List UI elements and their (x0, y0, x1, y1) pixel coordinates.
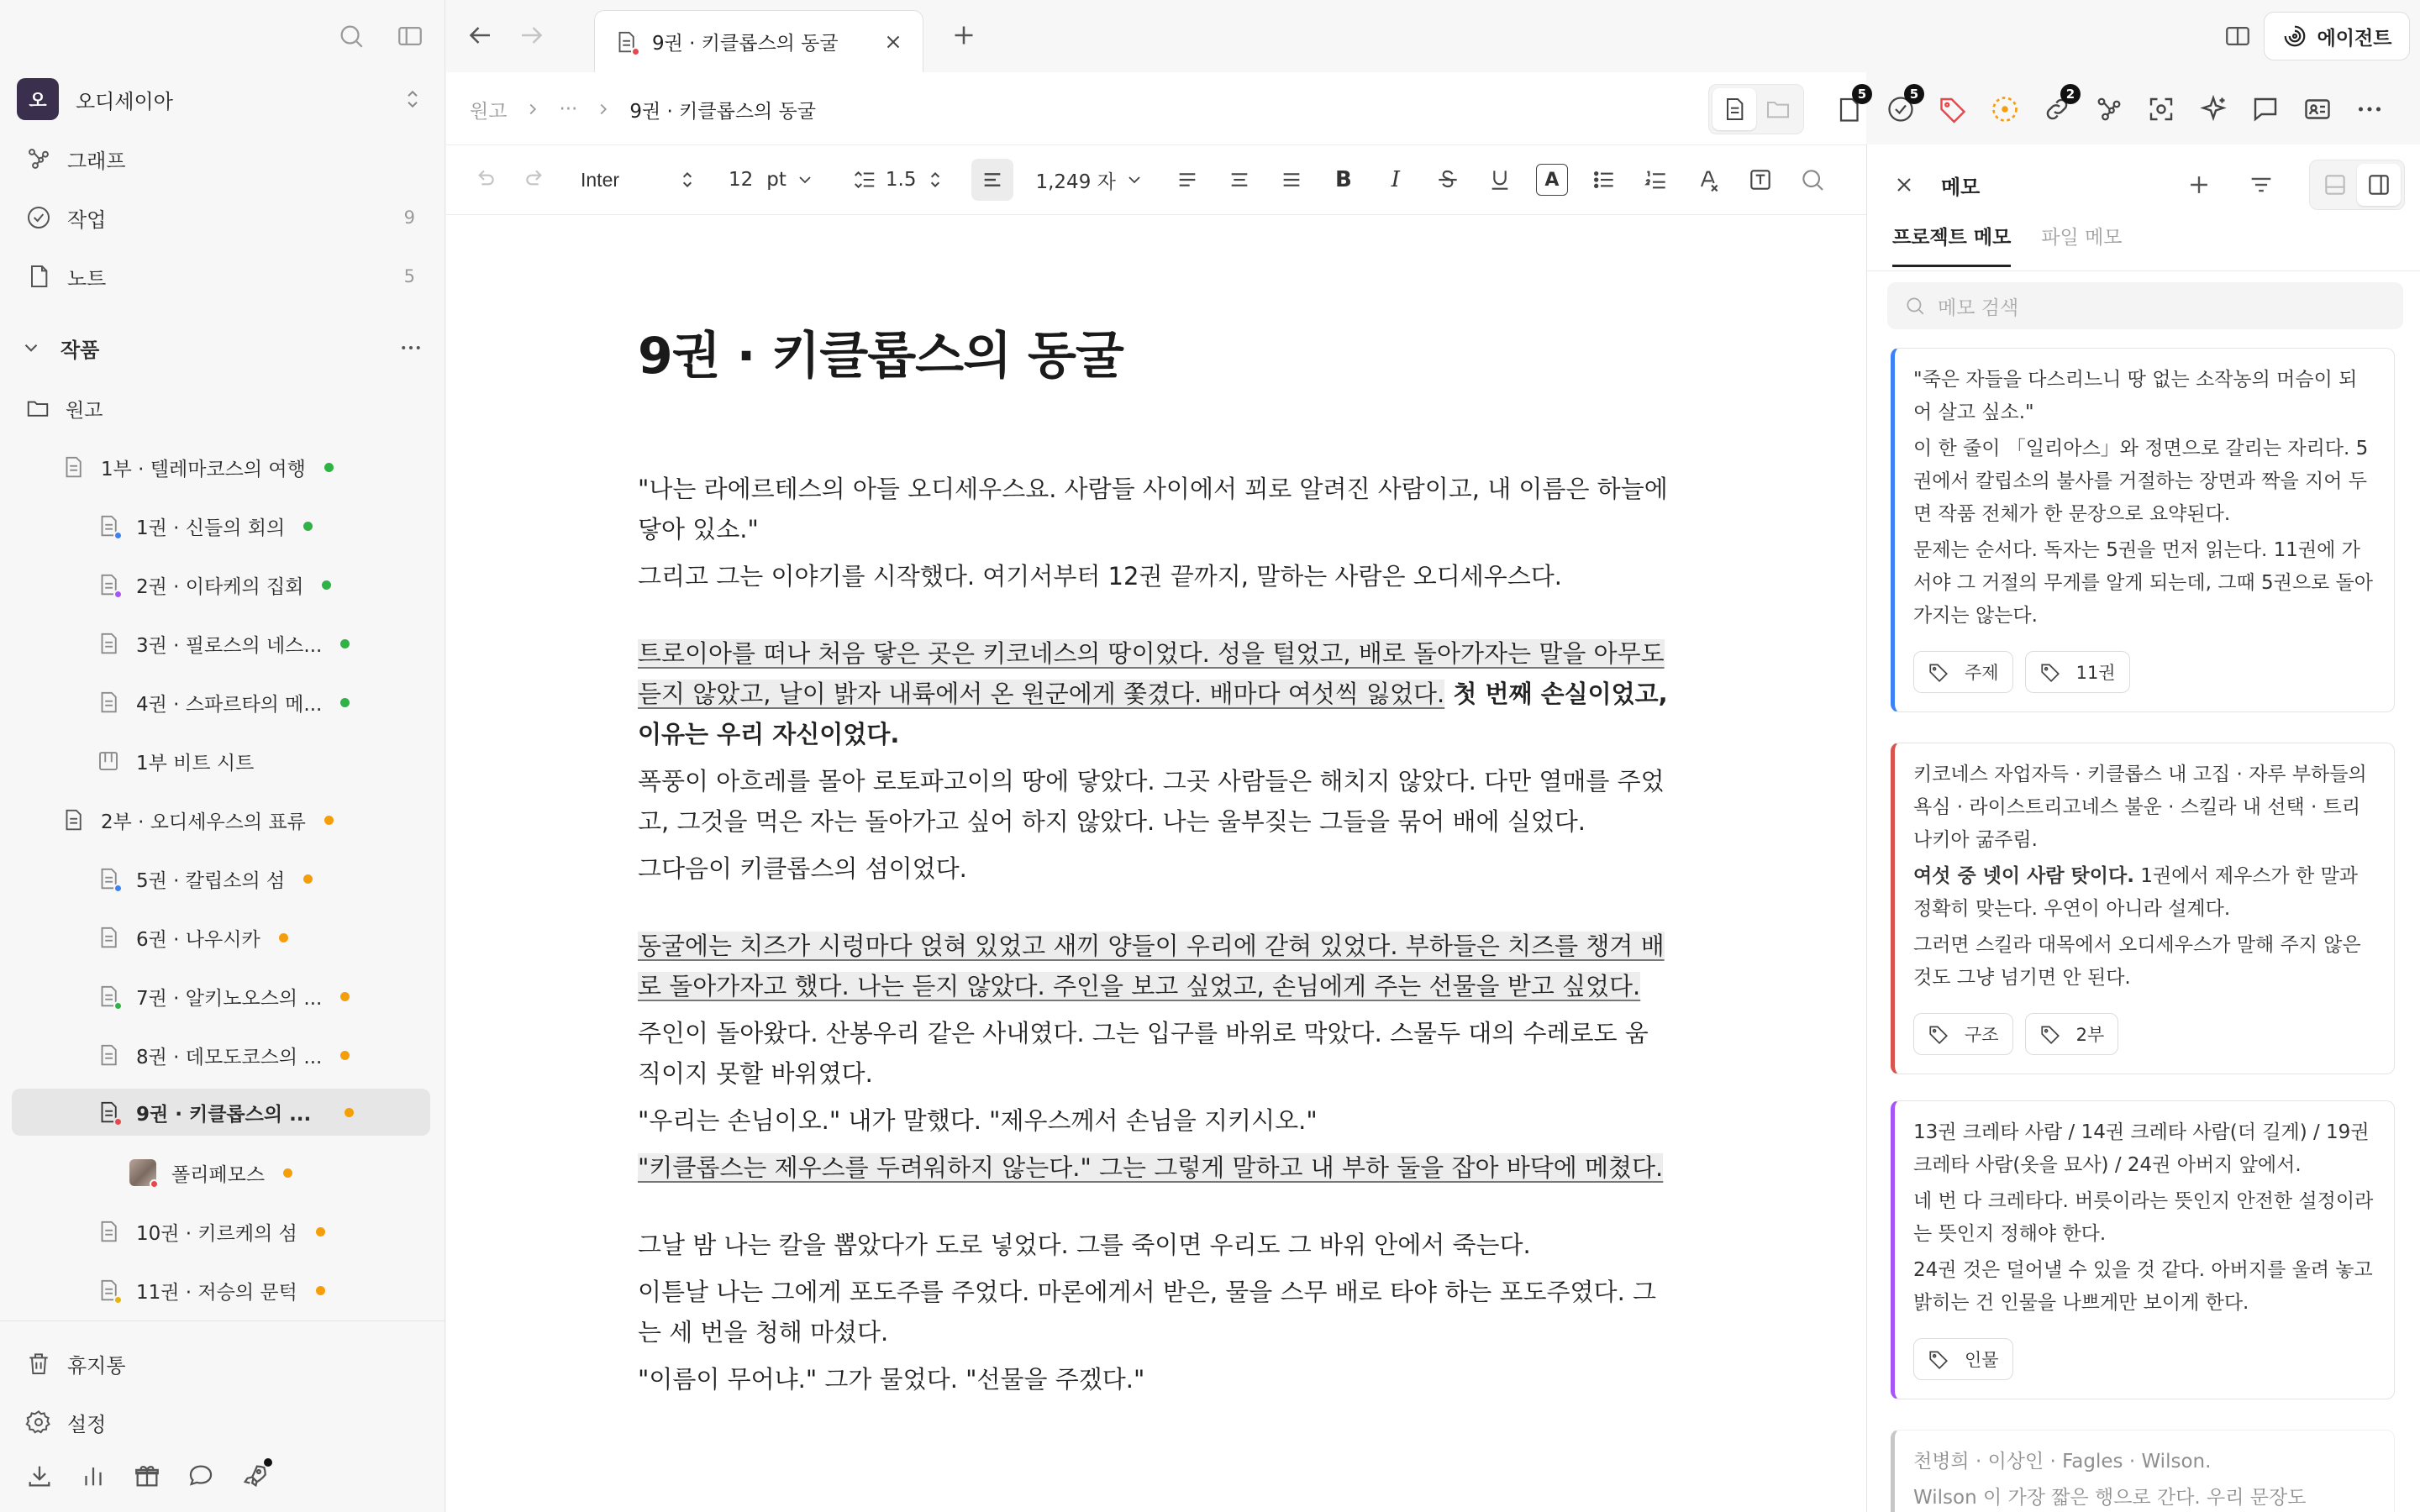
search-icon[interactable] (337, 22, 366, 50)
font-size-value: 12 (729, 169, 754, 191)
document-icon (96, 984, 121, 1009)
close-icon[interactable] (1892, 173, 1916, 197)
line-height-value: 1.5 (885, 169, 917, 191)
align-left-icon (1174, 166, 1201, 193)
strikethrough-icon (1434, 166, 1461, 193)
tree-label: 폴리페모스 (171, 1163, 266, 1186)
highlighted-text[interactable]: 동굴에는 치즈가 시렁마다 얹혀 있었고 새끼 양들이 우리에 갇혀 있었다. 부하들은 치즈를 챙겨 배로 돌아가자고 했다. 나는 듣지 않았다. 주인을 보고 싶었고, 손님에게 주는 선물을 받고 싶었다. (638, 932, 1665, 1000)
tree-item[interactable] (96, 561, 331, 608)
clear-format-button[interactable] (1687, 159, 1729, 201)
align-left-button[interactable] (971, 159, 1013, 201)
stats-icon[interactable] (79, 1462, 108, 1490)
memo-text: 24권 것은 덜어낼 수 있을 것 같다. 아버지를 울려 놓고 밝히는 건 인물을 나쁘게만 보이게 한다. (1913, 1259, 2373, 1314)
status-circle-icon[interactable] (1990, 94, 2020, 124)
line-height-select[interactable] (852, 167, 947, 192)
paragraph (638, 633, 1671, 754)
folder-view-button[interactable] (1756, 88, 1800, 130)
tag-icon (1928, 1023, 1949, 1045)
status-dot (340, 639, 350, 648)
breadcrumb-ellipsis[interactable]: ··· (559, 98, 578, 120)
memo-text: 문제는 순서다. 독자는 5권을 먼저 읽는다. 11권에 가서야 그 거절의 무게를 알게 되는데, 그때 5권으로 돌아가지는 않는다. (1913, 539, 2374, 627)
tag-icon (2039, 661, 2061, 683)
memo-tags (1913, 1013, 2375, 1055)
sparkle-icon[interactable] (2198, 94, 2228, 124)
sidebar-bottom-actions (25, 1462, 269, 1490)
view-mode-toggle (1708, 84, 1804, 134)
nav-label: 노트 (67, 266, 107, 291)
numbered-list-button[interactable] (1635, 159, 1677, 201)
format-toolbar (446, 144, 1866, 215)
tree-item-character[interactable] (129, 1149, 292, 1196)
tree-item[interactable] (96, 1032, 350, 1079)
memo-header (1892, 168, 2405, 202)
tag-chip[interactable] (1913, 1013, 2013, 1055)
tree-item[interactable] (96, 738, 254, 785)
align-center-icon (1226, 166, 1253, 193)
nav-count: 5 (403, 266, 415, 286)
tasks-badge: 5 (1904, 84, 1924, 104)
justify-button[interactable] (1270, 159, 1313, 201)
nav-label: 휴지통 (67, 1353, 126, 1378)
more-icon[interactable] (398, 335, 424, 360)
nav-label: 그래프 (67, 149, 126, 173)
nav-trash[interactable] (25, 1342, 420, 1384)
char-count-select[interactable] (1035, 166, 1144, 194)
paragraph: 그다음이 키클롭스의 섬이었다. (638, 854, 967, 883)
align-left-text-button[interactable] (1166, 159, 1208, 201)
chevron-down-icon (20, 337, 42, 359)
document-icon (96, 513, 121, 538)
folder-icon (1765, 96, 1791, 123)
char-count: 1,249 자 (1035, 171, 1116, 193)
text-color-button[interactable] (1531, 159, 1573, 201)
back-arrow-icon[interactable] (465, 20, 495, 50)
document-icon (613, 29, 639, 55)
tab-bar (446, 0, 2420, 72)
tab-active[interactable] (594, 10, 923, 72)
more-icon[interactable] (2354, 94, 2385, 124)
tree-label: 1부 비트 시트 (136, 752, 255, 774)
status-dot (340, 992, 350, 1001)
sidebar (0, 0, 445, 1512)
memo-text: Wilson 이 가장 짧은 행으로 간다. 우리 문장도 (1913, 1487, 2307, 1509)
tag-chip[interactable] (1913, 651, 2013, 693)
tree-item[interactable] (96, 502, 313, 549)
document-icon (96, 690, 121, 715)
sidebar-divider (0, 1320, 445, 1321)
bold-button[interactable]: B (1334, 167, 1352, 192)
editor-pane (446, 72, 1866, 1512)
tab-project-memo[interactable]: 프로젝트 메모 (1892, 222, 2011, 267)
tree-label: 4권 · 스파르타의 메... (136, 693, 323, 716)
memo-tags (1913, 1338, 2375, 1380)
search-icon (1904, 295, 1926, 317)
search-icon (1799, 166, 1826, 193)
panel-layout-toggle (2309, 160, 2405, 210)
bold-text: 첫 번째 손실이었고, 이유는 우리 자신이었다. (638, 680, 1668, 748)
divider (1867, 270, 2420, 271)
text-box-button[interactable] (1739, 159, 1781, 201)
memo-text: 이 한 줄이 「일리아스」와 정면으로 갈리는 자리다. 5권에서 칼립소의 불사를 거절하는 장면과 짝을 지어 두면 작품 전체가 한 문장으로 요약된다. (1913, 438, 2369, 525)
chevron-up-down-icon (400, 87, 425, 112)
tasks-icon[interactable] (1886, 87, 1919, 124)
tree-item-selected[interactable] (12, 1089, 430, 1136)
status-dot (283, 1168, 292, 1178)
clear-format-icon (1695, 166, 1722, 193)
status-dot (324, 463, 334, 472)
breadcrumb-root[interactable]: 원고 (470, 100, 508, 123)
status-dot (279, 933, 288, 942)
chevron-up-down-icon (924, 169, 946, 191)
status-dot (322, 580, 331, 590)
document-icon (96, 1219, 121, 1244)
memo-tabs (1892, 222, 2123, 267)
tree-item[interactable] (60, 796, 334, 843)
chat-icon[interactable] (187, 1462, 215, 1490)
tag-icon[interactable] (1938, 94, 1968, 124)
tree-label: 8권 · 데모도코스의 ... (136, 1046, 323, 1068)
paragraph: 주인이 돌아왔다. 산봉우리 같은 사내였다. 그는 입구를 바위로 막았다. 스물두 대의 수레로도 움직이지 못할 바위였다. (638, 1019, 1649, 1088)
status-dot (340, 698, 350, 707)
search-placeholder: 메모 검색 (1938, 297, 2019, 319)
agent-label: 에이전트 (2317, 27, 2392, 50)
check-circle-icon (25, 204, 52, 231)
memo-text: 그러면 스킬라 대목에서 오디세우스가 말해 주지 않은 것도 그냥 넘기면 안 된다. (1913, 934, 2361, 989)
vault-avatar: 오 (17, 78, 59, 120)
rocket-icon[interactable] (240, 1462, 269, 1490)
status-dot (345, 1108, 354, 1117)
focus-icon[interactable] (2146, 94, 2176, 124)
nav-count: 9 (403, 207, 415, 228)
memo-card[interactable] (1891, 1430, 2395, 1512)
numbered-list-icon (1643, 166, 1670, 193)
tree-item[interactable] (96, 914, 288, 961)
memo-search-input[interactable] (1887, 282, 2403, 329)
tag-label: 2부 (2075, 1025, 2105, 1045)
bullet-list-icon (1591, 166, 1618, 193)
document-icon (96, 866, 121, 891)
redo-button[interactable] (515, 159, 557, 201)
text-color-glyph: A (1536, 164, 1568, 196)
gift-icon[interactable] (133, 1462, 161, 1490)
new-tab-plus-icon[interactable] (949, 20, 979, 50)
memo-text: 천병희 · 이상인 · Fagles · Wilson. (1913, 1451, 2212, 1473)
memo-panel (1866, 144, 2420, 1512)
tree-item[interactable] (96, 855, 313, 902)
agent-swirl-icon (2282, 24, 2307, 49)
chevron-right-icon (594, 100, 613, 118)
forward-arrow-icon[interactable] (517, 20, 547, 50)
document-body[interactable] (638, 316, 1671, 1406)
id-card-icon[interactable] (2302, 94, 2333, 124)
tree-item[interactable] (60, 444, 334, 491)
tree-item[interactable] (96, 620, 350, 667)
paragraph (638, 1147, 1671, 1188)
links-badge: 2 (2060, 84, 2081, 104)
status-dot (316, 1286, 325, 1295)
highlighted-text[interactable]: "키클롭스는 제우스를 두려워하지 않는다." 그는 그렇게 말하고 내 부하 둘을 잡아 바닥에 메쳤다. (638, 1153, 1664, 1182)
memo-tags (1913, 651, 2375, 693)
document-icon (96, 925, 121, 950)
tag-chip[interactable] (1913, 1338, 2013, 1380)
underline-icon (1486, 166, 1513, 193)
character-thumbnail (129, 1159, 156, 1186)
nav-label: 설정 (67, 1412, 107, 1436)
trash-icon (25, 1350, 52, 1377)
redo-icon (523, 166, 550, 193)
italic-button[interactable]: I (1391, 167, 1400, 192)
graph-icon[interactable] (2094, 94, 2124, 124)
tree-label: 5권 · 칼립소의 섬 (136, 869, 286, 892)
status-dot (303, 522, 313, 531)
filter-icon[interactable] (2247, 171, 2275, 199)
graph-icon (25, 145, 52, 172)
paragraph: 그리고 그는 이야기를 시작했다. 여기서부터 12권 끝까지, 말하는 사람은 오디세우스다. (638, 562, 1562, 591)
paragraph: "이름이 무어냐." 그가 물었다. "선물을 주겠다." (638, 1365, 1145, 1394)
nav-notes[interactable] (25, 255, 420, 297)
agent-button[interactable] (2264, 12, 2410, 60)
pages-icon[interactable] (1833, 87, 1867, 124)
status-dot (316, 1227, 325, 1236)
memo-text: 13권 크레타 사람 / 14권 크레타 사람(더 길게) / 19권 크레타 사람(옷을 묘사) / 24권 아버지 앞에서. (1913, 1121, 2370, 1176)
tag-chip[interactable] (2025, 1013, 2119, 1055)
font-value: Inter (581, 168, 620, 191)
tree-item[interactable] (96, 1208, 325, 1255)
document-icon (96, 631, 121, 656)
beat-sheet-icon (96, 748, 121, 774)
panel-bottom-icon (2322, 171, 2349, 198)
tag-icon (1928, 661, 1949, 683)
comment-icon[interactable] (2250, 94, 2281, 124)
tag-chip[interactable] (2025, 651, 2130, 693)
chevron-down-icon (1124, 170, 1144, 190)
close-icon[interactable] (882, 31, 904, 53)
find-button[interactable] (1791, 159, 1833, 201)
split-panel-icon[interactable] (2223, 22, 2252, 50)
paragraph: "나는 라에르테스의 아들 오디세우스요. 사람들 사이에서 꾀로 알려진 사람이고, 내 이름은 하늘에 닿아 있소." (638, 475, 1668, 543)
tree-label: 1권 · 신들의 회의 (136, 517, 286, 539)
sidebar-top-actions (337, 22, 424, 50)
memo-card[interactable] (1891, 743, 2395, 1074)
paragraph: 그날 밤 나는 칼을 뽑았다가 도로 넣었다. 그를 죽이면 우리도 그 바위 안에서 죽는다. (638, 1231, 1531, 1259)
paragraph: 이튿날 나는 그에게 포도주를 주었다. 마론에게서 받은, 물을 스무 배로 타야 하는 포도주였다. 그는 세 번을 청해 마셨다. (638, 1278, 1657, 1347)
document-title[interactable]: 9권 · 키클롭스의 동굴 (638, 327, 1123, 386)
chevron-right-icon (523, 100, 542, 118)
bullet-list-button[interactable] (1583, 159, 1625, 201)
tag-label: 주제 (1965, 663, 1999, 683)
panel-right-icon (2365, 171, 2392, 198)
pages-badge: 5 (1852, 84, 1872, 104)
status-dot (303, 874, 313, 884)
memo-text (1913, 860, 2375, 926)
note-icon (25, 263, 52, 290)
download-icon[interactable] (25, 1462, 54, 1490)
tree-label: 9권 · 키클롭스의 ... (136, 1103, 312, 1126)
status-dot (340, 1051, 350, 1060)
vault-name: 오디세이아 (76, 89, 173, 113)
tree-label: 3권 · 필로스의 네스... (136, 634, 323, 657)
document-icon (1721, 96, 1748, 123)
document-tools (1708, 84, 2396, 134)
memo-bold-text: 여섯 중 넷이 사람 탓이다. (1913, 865, 2134, 887)
tree-label: 10권 · 키르케의 섬 (136, 1222, 297, 1245)
memo-text-rest: 1권에서 제우스가 한 말과 정확히 맞는다. 우연이 아니라 설계다. (1913, 865, 2359, 920)
tag-icon (2039, 1023, 2061, 1045)
document-view-button[interactable] (1712, 88, 1756, 130)
tag-icon (1928, 1348, 1949, 1370)
tab-title: 9권 · 키클롭스의 동굴 (652, 33, 839, 55)
section-works-header[interactable] (20, 329, 424, 366)
memo-title: 메모 (1941, 175, 1981, 199)
undo-button[interactable] (463, 159, 505, 201)
tree-label: 11권 · 저승의 문턱 (136, 1281, 297, 1304)
sidebar-collapse-icon[interactable] (396, 22, 424, 50)
folder-icon (25, 396, 50, 421)
vault-switcher[interactable] (17, 77, 425, 121)
undo-icon (471, 166, 497, 193)
tree-label: 6권 · 나우시카 (136, 928, 260, 951)
chevron-up-down-icon (676, 169, 698, 191)
font-size-select[interactable] (729, 169, 815, 191)
chevron-down-icon (795, 170, 815, 190)
memo-card[interactable] (1891, 1100, 2395, 1399)
tree-folder-manuscript[interactable] (25, 385, 420, 432)
font-size-unit: pt (766, 169, 786, 191)
memo-text: 키코네스 자업자득 · 키클롭스 내 고집 · 자루 부하들의 욕심 · 라이스트리고네스 불운 · 스킬라 내 선택 · 트리나키아 굶주림. (1913, 764, 2367, 851)
nav-tasks[interactable] (25, 197, 420, 239)
document-icon (96, 1278, 121, 1303)
document-icon (96, 1042, 121, 1068)
nav-label: 작업 (67, 207, 107, 232)
highlighted-text[interactable]: 트로이아를 떠나 처음 닿은 곳은 키코네스의 땅이었다. 성을 털었고, 배로 돌아가자는 말을 아무도 듣지 않았고, 날이 밝자 내륙에서 온 원군에게 쫓겼다. 배마다 여섯씩 잃었다. (638, 639, 1665, 708)
nav-settings[interactable] (25, 1401, 420, 1443)
document-icon (60, 807, 86, 832)
tree-item[interactable] (96, 973, 350, 1020)
paragraph: "우리는 손님이오." 내가 말했다. "제우스께서 손님을 지키시오." (638, 1106, 1318, 1135)
tab-file-memo[interactable]: 파일 메모 (2041, 227, 2123, 249)
tree-label: 1부 · 텔레마코스의 여행 (101, 458, 306, 480)
add-memo-plus-icon[interactable] (2185, 171, 2213, 199)
memo-text: "죽은 자들을 다스리느니 땅 없는 소작농의 머슴이 되어 살고 싶소." (1913, 369, 2358, 423)
gear-icon (25, 1409, 52, 1436)
tree-item[interactable] (96, 1267, 325, 1314)
paragraph: 폭풍이 아흐레를 몰아 로토파고이의 땅에 닿았다. 그곳 사람들은 해치지 않았다. 다만 열매를 주었고, 그것을 먹은 자는 돌아가고 싶어 하지 않았다. 나는 울부짖는 그들을 묶어 배에 실었다. (638, 767, 1665, 836)
tree-label: 2부 · 오디세우스의 표류 (101, 811, 306, 833)
tree-label: 2권 · 이타케의 집회 (136, 575, 304, 598)
justify-icon (1278, 166, 1305, 193)
align-left-icon (979, 166, 1006, 193)
breadcrumb (470, 92, 816, 126)
tag-label: 인물 (1965, 1350, 1999, 1370)
memo-text: 네 번 다 크레타다. 버릇이라는 뜻인지 안전한 설정이라는 뜻인지 정해야 한다. (1913, 1190, 2374, 1245)
font-select[interactable] (581, 169, 698, 192)
text-box-icon (1747, 166, 1774, 193)
paragraph (638, 926, 1671, 1006)
status-dot (324, 816, 334, 825)
panel-bottom-button[interactable] (2313, 164, 2357, 206)
document-icon (96, 1100, 121, 1125)
document-icon (60, 454, 86, 480)
nav-graph[interactable] (25, 138, 420, 180)
panel-right-button[interactable] (2357, 164, 2401, 206)
section-label: 작품 (60, 338, 100, 362)
breadcrumb-current: 9권 · 키클롭스의 동굴 (629, 100, 816, 123)
align-center-button[interactable] (1218, 159, 1260, 201)
line-height-icon (852, 167, 877, 192)
memo-card[interactable] (1891, 348, 2395, 712)
strikethrough-button[interactable] (1427, 159, 1469, 201)
tree-label: 원고 (66, 399, 103, 422)
underline-button[interactable] (1479, 159, 1521, 201)
document-icon (96, 572, 121, 597)
tag-label: 11권 (2075, 663, 2116, 683)
link-icon[interactable] (2042, 87, 2075, 124)
tag-label: 구조 (1965, 1025, 1999, 1045)
tree-item[interactable] (96, 679, 350, 726)
tree-label: 7권 · 알키노오스의 ... (136, 987, 323, 1010)
